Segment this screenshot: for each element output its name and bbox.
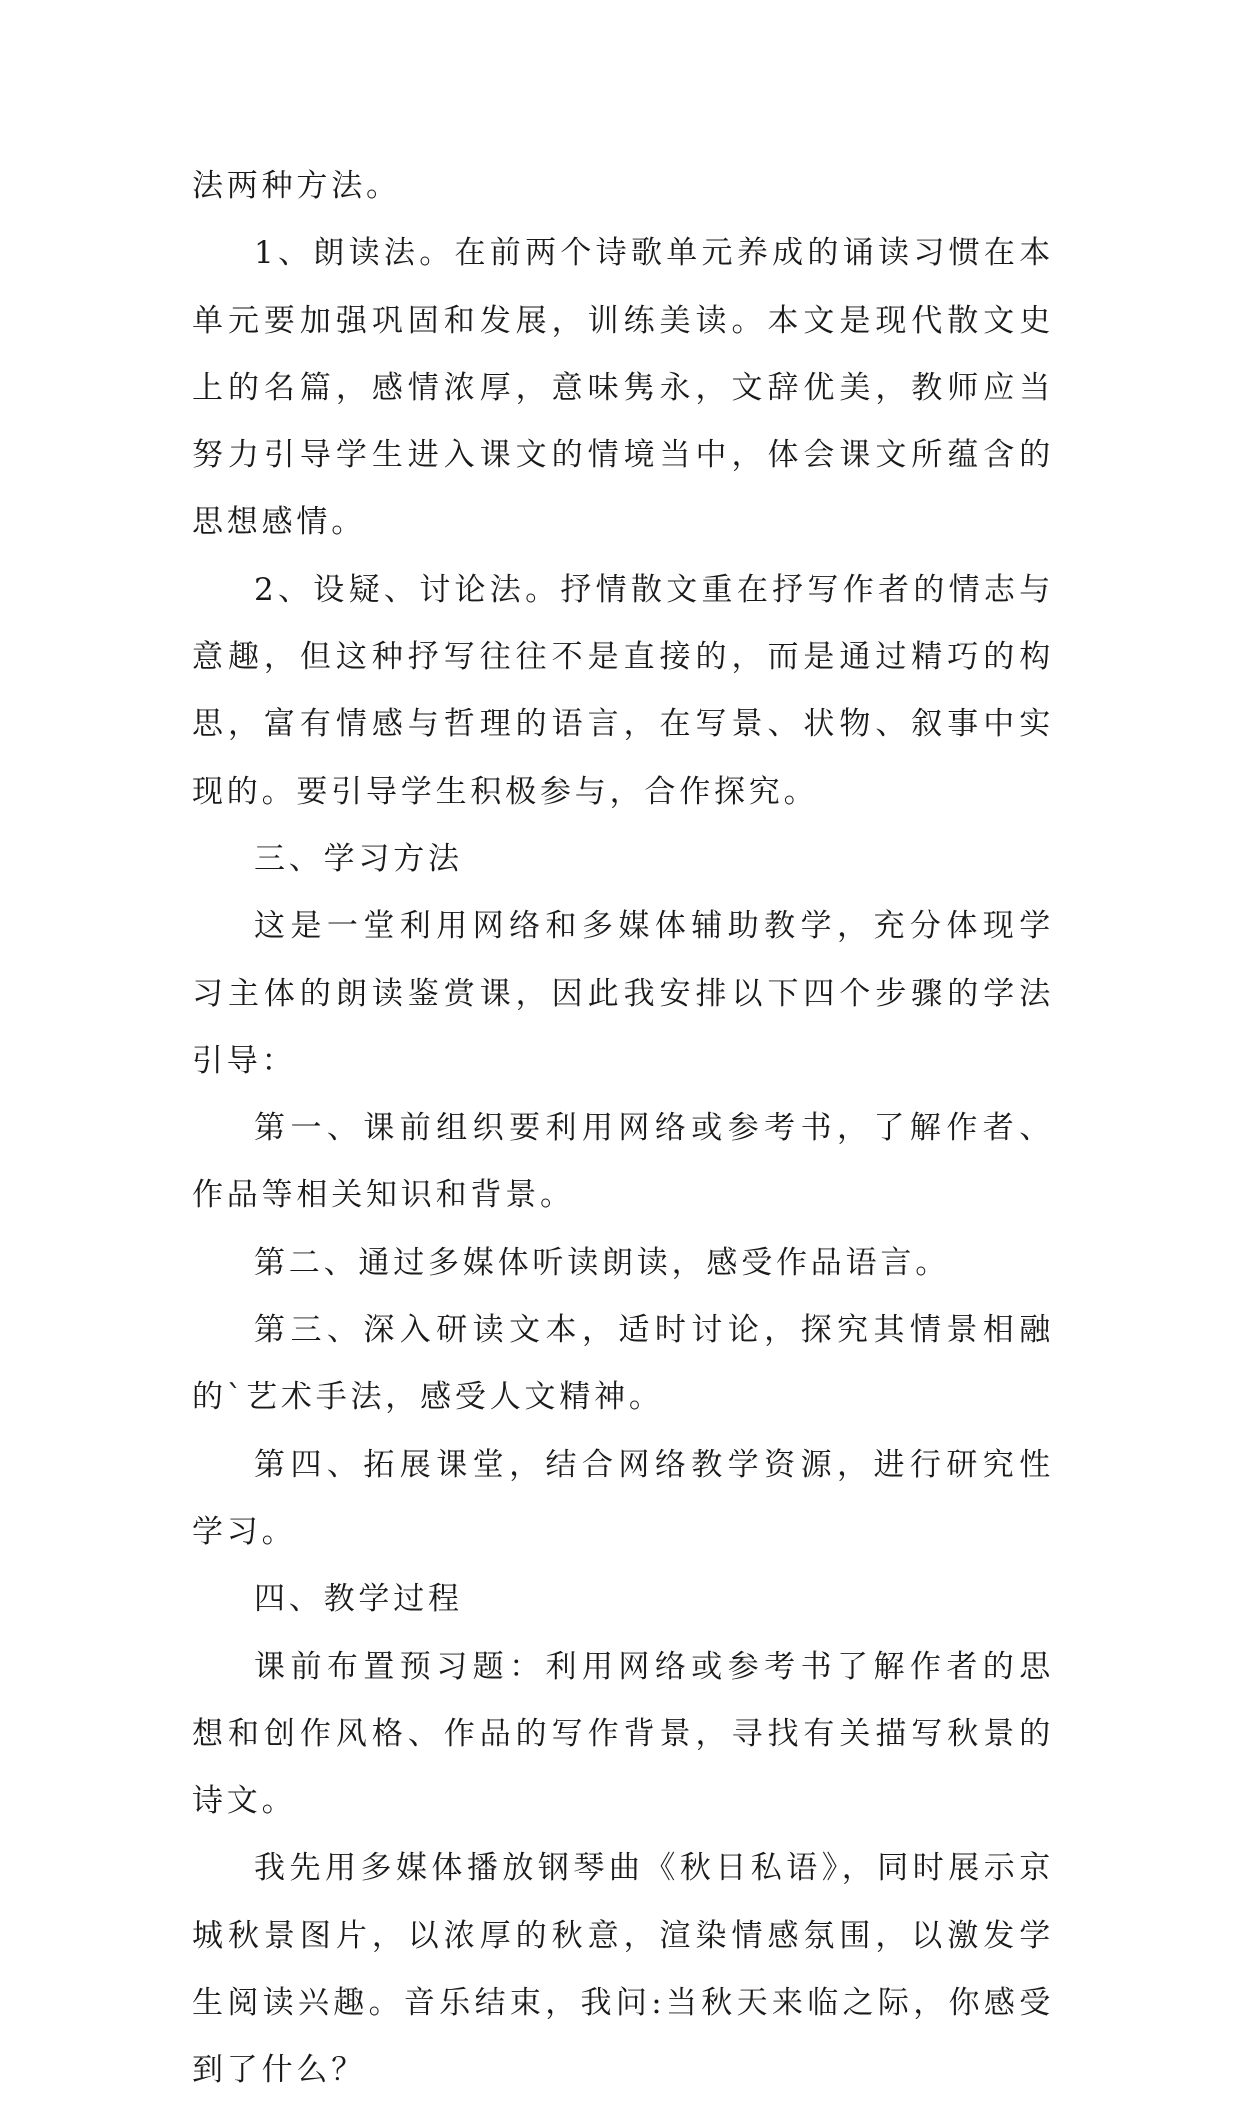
paragraph-multimedia-intro: 我先用多媒体播放钢琴曲《秋日私语》，同时展示京城秋景图片，以浓厚的秋意，渲染情感氛围，以激发学生阅读兴趣。音乐结束，我问:当秋天来临之际，你感受到了什么？: [192, 1850, 1054, 2089]
paragraph-reading-method: 1、朗读法。在前两个诗歌单元养成的诵读习惯在本单元要加强巩固和发展，训练美读。本文是现代散文史上的名篇，感情浓厚，意味隽永，文辞优美，教师应当努力引导学生进入课文的情境当中，体会课文所蕴含的思想感情。: [192, 235, 1054, 541]
paragraph-learning-intro: 这是一堂利用网络和多媒体辅助教学，充分体现学习主体的朗读鉴赏课，因此我安排以下四个步骤的学法引导：: [192, 908, 1054, 1079]
paragraph-discussion-method: 2、设疑、讨论法。抒情散文重在抒写作者的情志与意趣，但这种抒写往往不是直接的，而是通过精巧的构思，富有情感与哲理的语言，在写景、状物、叙事中实现的。要引导学生积极参与，合作探究。: [192, 571, 1054, 810]
document-body: [192, 153, 1054, 2105]
paragraph-step-four: 第四、拓展课堂，结合网络教学资源，进行研究性学习。: [192, 1446, 1054, 1550]
paragraph-step-two: 第二、通过多媒体听读朗读，感受作品语言。: [254, 1244, 950, 1281]
paragraph-preview-task: 课前布置预习题：利用网络或参考书了解作者的思想和创作风格、作品的写作背景，寻找有关描写秋景的诗文。: [192, 1648, 1054, 1820]
section-heading-learning-methods: 三、学习方法: [254, 840, 463, 877]
paragraph-step-one: 第一、课前组织要利用网络或参考书，了解作者、作品等相关知识和背景。: [192, 1110, 1054, 1214]
paragraph-step-three: 第三、深入研读文本，适时讨论，探究其情景相融的`艺术手法，感受人文精神。: [192, 1312, 1054, 1416]
paragraph-continuation: 法两种方法。: [192, 168, 401, 204]
section-heading-teaching-process: 四、教学过程: [254, 1581, 463, 1618]
